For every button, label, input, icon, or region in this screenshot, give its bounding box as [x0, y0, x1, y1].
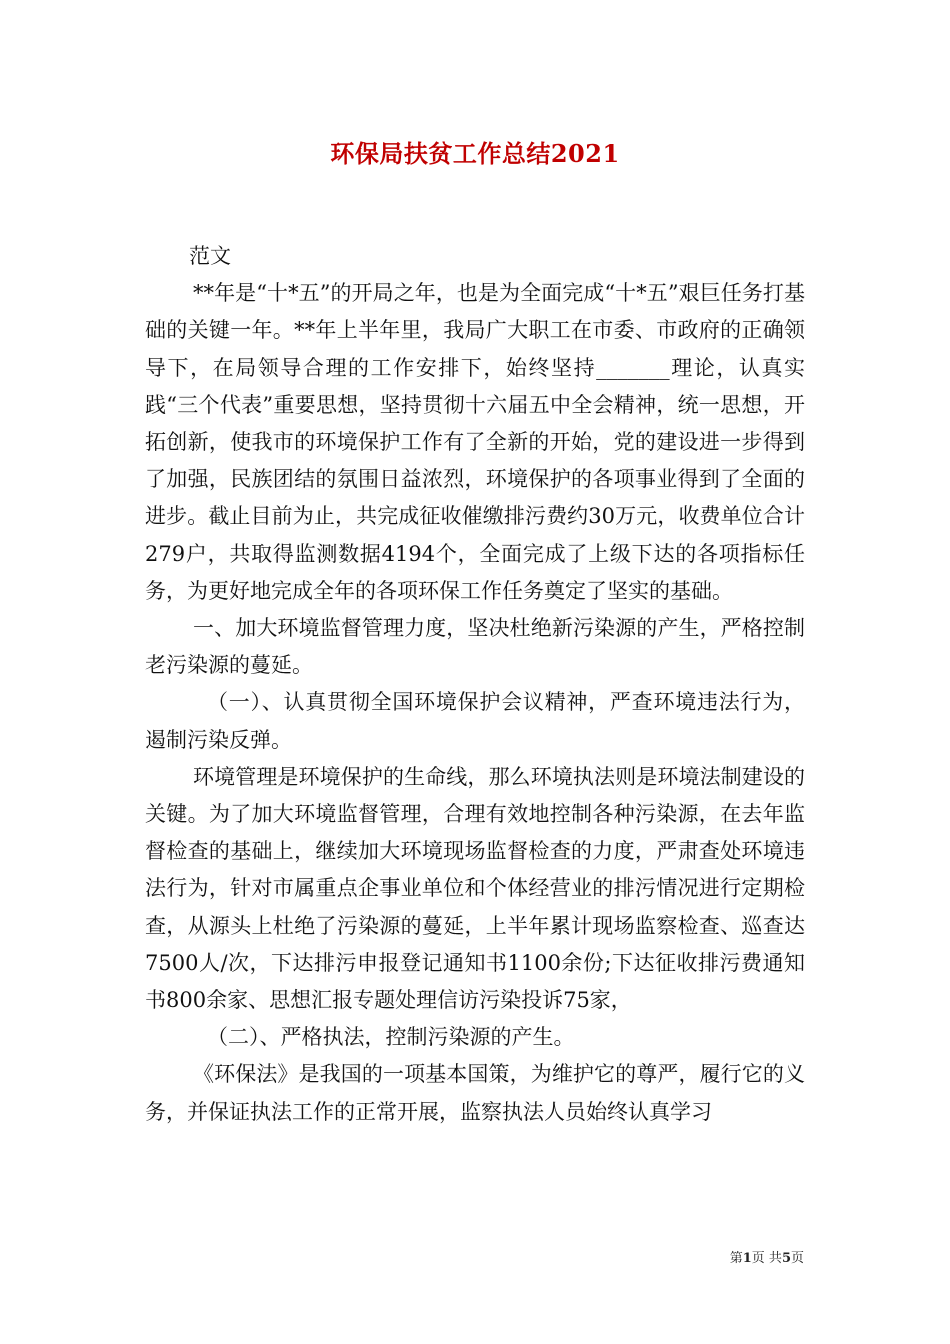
footer-current-page: 1: [742, 1251, 752, 1266]
paragraph-enforcement: 环境管理是环境保护的生命线，那么环境执法则是环境法制建设的关键。为了加大环境监督管理，合理有效地控制各种污染源，在去年监督检查的基础上，继续加大环境现场监督检查的力度，严肃查处环境违法行为，针对市属重点企事业单位和个体经营业的排污情况进行定期检查，从源头上杜绝了污染源的蔓延，上半年累计现场监察检查、巡查达7500人/次，下达排污申报登记通知书1100余份;下达征收排污费通知书800余家、思想汇报专题处理信访污染投诉75家，: [145, 764, 805, 1013]
subsection-heading-1: （一）、认真贯彻全国环境保护会议精神，严查环境违法行为，遏制污染反弹。: [145, 690, 805, 752]
document-title: 环保局扶贫工作总结2021: [330, 139, 620, 168]
document-body: [145, 238, 805, 1131]
subsection-heading-2: （二）、严格执法，控制污染源的产生。: [207, 1025, 575, 1050]
paragraph-intro: **年是“十*五”的开局之年，也是为全面完成“十*五”艰巨任务打基础的关键一年。**年上半年里，我局广大职工在市委、市政府的正确领导下，在局领导合理的工作安排下，始终坚持_______理论，认真实践“三个代表”重要思想，坚持贯彻十六届五中全会精神，统一思想，开拓创新，使我市的环境保护工作有了全新的开始，党的建设进一步得到了加强，民族团结的氛围日益浓烈，环境保护的各项事业得到了全面的进步。截止目前为止，共完成征收催缴排污费约30万元，收费单位合计279户，共取得监测数据4194个，全面完成了上级下达的各项指标任务，为更好地完成全年的各项环保工作任务奠定了坚实的基础。: [145, 281, 805, 603]
paragraph-law: 《环保法》是我国的一项基本国策，为维护它的尊严，履行它的义务，并保证执法工作的正常开展，监察执法人员始终认真学习: [145, 1062, 805, 1124]
paragraph-label: 范文: [189, 244, 231, 268]
footer-middle: 页 共: [751, 1251, 782, 1266]
footer-prefix: 第: [729, 1251, 743, 1266]
page-footer: [730, 1247, 804, 1266]
footer-suffix: 页: [790, 1251, 804, 1266]
footer-total-pages: 5: [781, 1251, 791, 1266]
section-heading-1: 一、加大环境监督管理力度，坚决杜绝新污染源的产生，严格控制老污染源的蔓延。: [145, 616, 805, 678]
